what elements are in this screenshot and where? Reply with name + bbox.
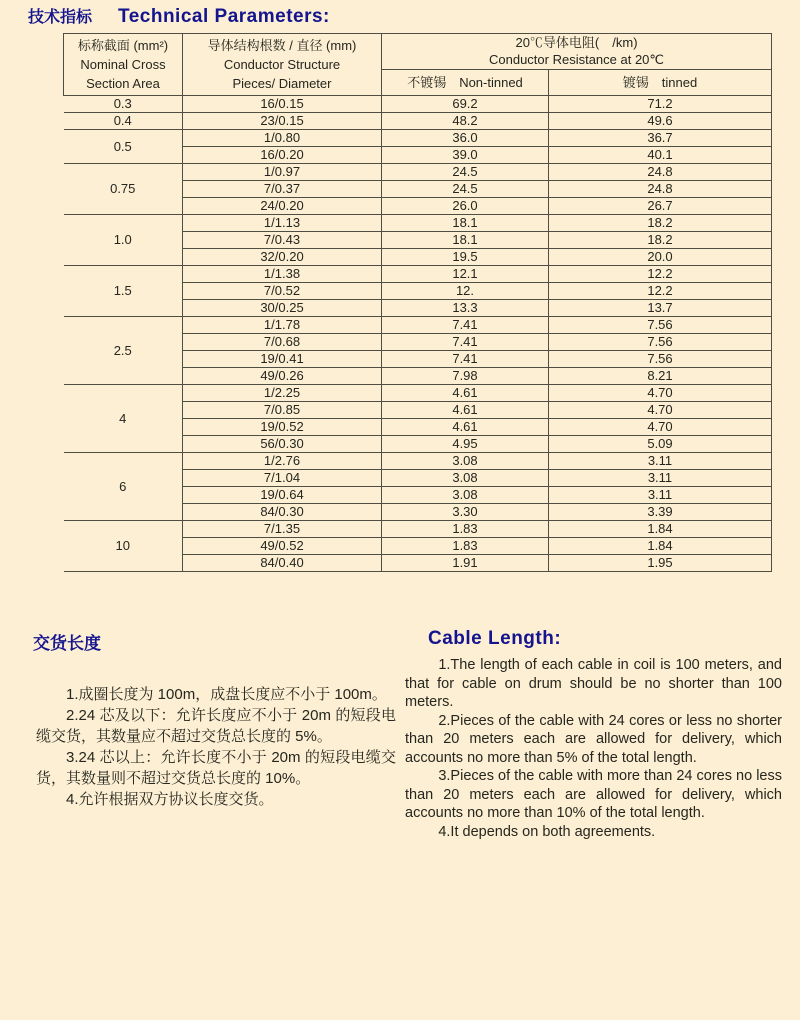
cell-conductor-structure: 1/1.78 bbox=[183, 317, 382, 334]
cell-resistance-tinned: 3.11 bbox=[549, 453, 772, 470]
cell-resistance-nontinned: 4.61 bbox=[382, 402, 549, 419]
cell-nominal-size: 0.75 bbox=[64, 164, 183, 215]
cell-resistance-tinned: 36.7 bbox=[549, 130, 772, 147]
delivery-length-title-chinese: 交货长度 bbox=[33, 634, 101, 653]
table-row bbox=[64, 385, 772, 402]
cell-resistance-nontinned: 4.95 bbox=[382, 436, 549, 453]
cell-resistance-nontinned: 24.5 bbox=[382, 164, 549, 181]
header-line: 导体结构根数 / 直径 (mm) bbox=[207, 38, 357, 53]
cell-conductor-structure: 49/0.52 bbox=[183, 538, 382, 555]
cell-resistance-tinned: 8.21 bbox=[549, 368, 772, 385]
header-line: Section Area bbox=[86, 76, 160, 91]
header-conductor-structure bbox=[183, 34, 382, 96]
cell-conductor-structure: 7/0.37 bbox=[183, 181, 382, 198]
cell-conductor-structure: 84/0.40 bbox=[183, 555, 382, 572]
cell-resistance-tinned: 26.7 bbox=[549, 198, 772, 215]
table-row bbox=[64, 521, 772, 538]
cell-resistance-nontinned: 1.91 bbox=[382, 555, 549, 572]
cell-resistance-nontinned: 26.0 bbox=[382, 198, 549, 215]
cell-resistance-tinned: 3.11 bbox=[549, 470, 772, 487]
cell-resistance-nontinned: 1.83 bbox=[382, 521, 549, 538]
cell-resistance-nontinned: 3.08 bbox=[382, 470, 549, 487]
cell-conductor-structure: 30/0.25 bbox=[183, 300, 382, 317]
cell-resistance-nontinned: 13.3 bbox=[382, 300, 549, 317]
cell-conductor-structure: 23/0.15 bbox=[183, 113, 382, 130]
table-row bbox=[64, 453, 772, 470]
header-line: Nominal Cross bbox=[80, 57, 166, 72]
cell-conductor-structure: 19/0.41 bbox=[183, 351, 382, 368]
cell-conductor-structure: 7/0.68 bbox=[183, 334, 382, 351]
table-row bbox=[64, 113, 772, 130]
cell-conductor-structure: 7/1.04 bbox=[183, 470, 382, 487]
cell-resistance-nontinned: 3.30 bbox=[382, 504, 549, 521]
cell-nominal-size: 0.4 bbox=[64, 113, 183, 130]
cell-resistance-nontinned: 3.08 bbox=[382, 487, 549, 504]
cell-resistance-nontinned: 39.0 bbox=[382, 147, 549, 164]
cell-nominal-size: 2.5 bbox=[64, 317, 183, 385]
cell-resistance-nontinned: 7.41 bbox=[382, 351, 549, 368]
header-line: 标称截面 (mm²) bbox=[77, 38, 169, 53]
cell-resistance-nontinned: 7.41 bbox=[382, 334, 549, 351]
cable-length-text-english bbox=[405, 656, 782, 841]
cell-resistance-tinned: 7.56 bbox=[549, 351, 772, 368]
table-row bbox=[64, 266, 772, 283]
cell-resistance-tinned: 24.8 bbox=[549, 164, 772, 181]
delivery-paragraph-en: 3.Pieces of the cable with more than 24 cores no less than 20 meters each are allowed for delivery, which accounts no more than 10% of the total length. bbox=[405, 768, 782, 821]
table-header-row bbox=[64, 34, 772, 70]
delivery-paragraph-en: 4.It depends on both agreements. bbox=[438, 823, 656, 840]
table-row bbox=[64, 317, 772, 334]
cell-resistance-tinned: 1.95 bbox=[549, 555, 772, 572]
delivery-paragraph-cn: 3.24 芯以上：允许长度不小于 20m 的短段电缆交货，其数量则不超过交货总长度的 10%。 bbox=[36, 749, 396, 787]
cell-resistance-tinned: 71.2 bbox=[549, 96, 772, 113]
cell-conductor-structure: 1/1.38 bbox=[183, 266, 382, 283]
cell-resistance-nontinned: 18.1 bbox=[382, 232, 549, 249]
delivery-paragraph-en: 2.Pieces of the cable with 24 cores or less no shorter than 20 meters each are allowed for delivery, which accounts no more than 5% of the total length. bbox=[405, 712, 782, 766]
delivery-paragraph-en: 1.The length of each cable in coil is 100 meters, and that for cable on drum should be no shorter than 100 meters. bbox=[405, 657, 782, 710]
cell-nominal-size: 10 bbox=[64, 521, 183, 572]
cell-resistance-tinned: 7.56 bbox=[549, 334, 772, 351]
table-row bbox=[64, 96, 772, 113]
header-line: Conductor Structure bbox=[223, 57, 341, 72]
cell-nominal-size: 0.3 bbox=[64, 96, 183, 113]
cell-resistance-nontinned: 48.2 bbox=[382, 113, 549, 130]
cable-length-title-english: Cable Length: bbox=[428, 628, 562, 649]
cell-resistance-tinned: 4.70 bbox=[549, 385, 772, 402]
cell-resistance-tinned: 20.0 bbox=[549, 249, 772, 266]
cell-resistance-tinned: 5.09 bbox=[549, 436, 772, 453]
cell-conductor-structure: 24/0.20 bbox=[183, 198, 382, 215]
table-row bbox=[64, 215, 772, 232]
cell-nominal-size: 1.5 bbox=[64, 266, 183, 317]
cell-conductor-structure: 1/0.80 bbox=[183, 130, 382, 147]
cell-nominal-size: 1.0 bbox=[64, 215, 183, 266]
cell-conductor-structure: 16/0.20 bbox=[183, 147, 382, 164]
cell-resistance-tinned: 1.84 bbox=[549, 521, 772, 538]
cell-resistance-tinned: 4.70 bbox=[549, 402, 772, 419]
cell-resistance-tinned: 1.84 bbox=[549, 538, 772, 555]
header-conductor-resistance bbox=[382, 34, 772, 70]
header-line: 20℃导体电阻( /km) bbox=[515, 35, 638, 50]
cell-resistance-nontinned: 69.2 bbox=[382, 96, 549, 113]
cell-conductor-structure: 7/0.85 bbox=[183, 402, 382, 419]
cell-resistance-nontinned: 12.1 bbox=[382, 266, 549, 283]
cell-conductor-structure: 1/2.25 bbox=[183, 385, 382, 402]
cell-nominal-size: 0.5 bbox=[64, 130, 183, 164]
delivery-paragraph-cn: 2.24 芯及以下：允许长度应不小于 20m 的短段电缆交货，其数量应不超过交货总长度的 5%。 bbox=[36, 707, 396, 745]
cell-resistance-nontinned: 18.1 bbox=[382, 215, 549, 232]
cell-nominal-size: 4 bbox=[64, 385, 183, 453]
cell-conductor-structure: 49/0.26 bbox=[183, 368, 382, 385]
cell-resistance-tinned: 12.2 bbox=[549, 266, 772, 283]
cell-resistance-nontinned: 4.61 bbox=[382, 419, 549, 436]
cell-resistance-nontinned: 36.0 bbox=[382, 130, 549, 147]
cell-conductor-structure: 56/0.30 bbox=[183, 436, 382, 453]
cell-conductor-structure: 1/2.76 bbox=[183, 453, 382, 470]
cell-conductor-structure: 1/1.13 bbox=[183, 215, 382, 232]
cell-resistance-nontinned: 1.83 bbox=[382, 538, 549, 555]
page-title-english: Technical Parameters: bbox=[118, 6, 330, 27]
header-non-tinned: 不镀锡 Non-tinned bbox=[382, 70, 549, 96]
cell-conductor-structure: 84/0.30 bbox=[183, 504, 382, 521]
cell-resistance-tinned: 7.56 bbox=[549, 317, 772, 334]
table-row bbox=[64, 130, 772, 147]
header-line: Pieces/ Diameter bbox=[232, 76, 332, 91]
cell-conductor-structure: 32/0.20 bbox=[183, 249, 382, 266]
cell-resistance-tinned: 40.1 bbox=[549, 147, 772, 164]
cell-resistance-nontinned: 4.61 bbox=[382, 385, 549, 402]
cell-resistance-tinned: 13.7 bbox=[549, 300, 772, 317]
header-nominal-cross-section bbox=[64, 34, 183, 96]
cell-conductor-structure: 1/0.97 bbox=[183, 164, 382, 181]
cell-conductor-structure: 7/0.43 bbox=[183, 232, 382, 249]
cell-resistance-nontinned: 3.08 bbox=[382, 453, 549, 470]
cell-resistance-nontinned: 24.5 bbox=[382, 181, 549, 198]
cell-resistance-tinned: 18.2 bbox=[549, 232, 772, 249]
header-tinned: 镀锡 tinned bbox=[549, 70, 772, 96]
cell-resistance-tinned: 12.2 bbox=[549, 283, 772, 300]
delivery-paragraph-cn: 1.成圈长度为 100m，成盘长度应不小于 100m。 bbox=[66, 686, 387, 703]
cell-resistance-tinned: 18.2 bbox=[549, 215, 772, 232]
page-title bbox=[28, 4, 330, 28]
cell-conductor-structure: 16/0.15 bbox=[183, 96, 382, 113]
cell-resistance-nontinned: 7.41 bbox=[382, 317, 549, 334]
header-line: Conductor Resistance at 20℃ bbox=[488, 52, 665, 67]
cell-resistance-nontinned: 12. bbox=[382, 283, 549, 300]
cell-resistance-tinned: 49.6 bbox=[549, 113, 772, 130]
resistance-table-body bbox=[64, 96, 772, 572]
delivery-length-text-chinese bbox=[36, 684, 396, 810]
cell-resistance-nontinned: 7.98 bbox=[382, 368, 549, 385]
technical-parameters-table bbox=[63, 33, 772, 572]
page-title-chinese: 技术指标 bbox=[28, 9, 93, 26]
cell-conductor-structure: 7/0.52 bbox=[183, 283, 382, 300]
cell-conductor-structure: 7/1.35 bbox=[183, 521, 382, 538]
cell-resistance-tinned: 3.11 bbox=[549, 487, 772, 504]
cell-resistance-nontinned: 19.5 bbox=[382, 249, 549, 266]
cell-resistance-tinned: 3.39 bbox=[549, 504, 772, 521]
cell-resistance-tinned: 4.70 bbox=[549, 419, 772, 436]
cell-conductor-structure: 19/0.52 bbox=[183, 419, 382, 436]
cell-resistance-tinned: 24.8 bbox=[549, 181, 772, 198]
cell-nominal-size: 6 bbox=[64, 453, 183, 521]
cell-conductor-structure: 19/0.64 bbox=[183, 487, 382, 504]
table-row bbox=[64, 164, 772, 181]
delivery-paragraph-cn: 4.允许根据双方协议长度交货。 bbox=[66, 791, 274, 808]
